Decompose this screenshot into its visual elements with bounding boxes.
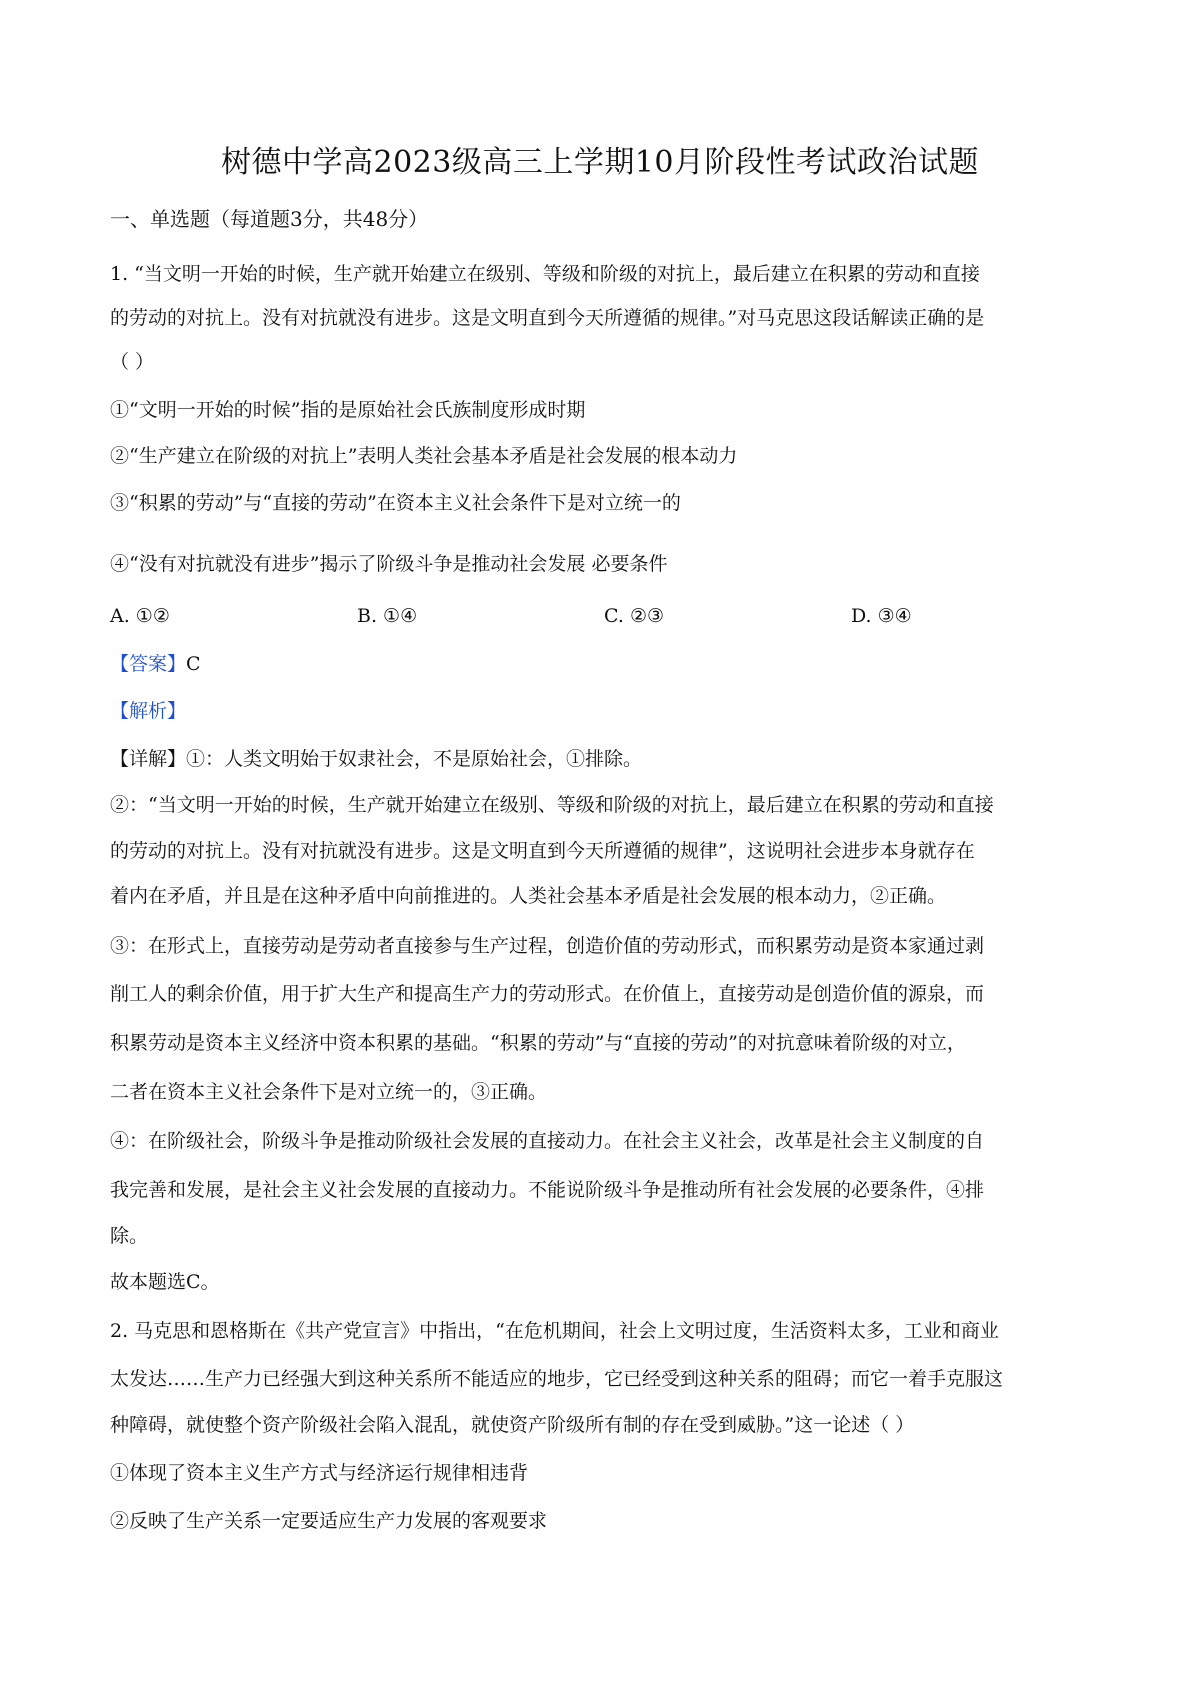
q1-stem-line-1: 1. “当文明一开始的时候，生产就开始建立在级别、等级和阶级的对抗上，最后建立在积累的劳动和直接 [110, 263, 980, 285]
detail-line-9: ④：在阶级社会，阶级斗争是推动阶级社会发展的直接动力。在社会主义社会，改革是社会主义制度的自 [110, 1130, 985, 1152]
answer-label: 【答案】 [110, 653, 187, 675]
q1-option-c: C. ②③ [604, 605, 665, 627]
detail-line-12: 故本题选C。 [110, 1271, 220, 1293]
q1-option-a: A. ①② [110, 605, 170, 627]
q2-statement-2: ②反映了生产关系一定要适应生产力发展的客观要求 [110, 1510, 548, 1532]
q2-stem-line-1: 2. 马克思和恩格斯在《共产党宣言》中指出，“在危机期间，社会上文明过度，生活资料太多，工业和商业 [110, 1320, 999, 1342]
detail-label: 【详解】 [110, 748, 187, 770]
q1-stem-line-3: （ ） [110, 351, 155, 373]
detail-line-3: 的劳动的对抗上。没有对抗就没有进步。这是文明直到今天所遵循的规律”，这说明社会进步本身就存在 [110, 840, 975, 862]
q1-statement-3: ③“积累的劳动”与“直接的劳动”在资本主义社会条件下是对立统一的 [110, 492, 681, 514]
q1-option-d: D. ③④ [851, 605, 912, 627]
detail-line-8: 二者在资本主义社会条件下是对立统一的，③正确。 [110, 1081, 548, 1103]
q2-stem-line-2: 太发达……生产力已经强大到这种关系所不能适应的地步，它已经受到这种关系的阻碍；而它一着手克服这 [110, 1368, 1004, 1390]
q2-statement-1: ①体现了资本主义生产方式与经济运行规律相违背 [110, 1462, 529, 1484]
q1-statement-2: ②“生产建立在阶级的对抗上”表明人类社会基本矛盾是社会发展的根本动力 [110, 445, 738, 467]
detail-line-2: ②：“当文明一开始的时候，生产就开始建立在级别、等级和阶级的对抗上，最后建立在积累的劳动和直接 [110, 794, 994, 816]
section-heading: 一、单选题（每道题3分，共48分） [110, 207, 429, 231]
answer-value: C [186, 653, 201, 675]
detail-line-7: 积累劳动是资本主义经济中资本积累的基础。“积累的劳动”与“直接的劳动”的对抗意味着阶级的对立， [110, 1032, 966, 1054]
q2-stem-line-3: 种障碍，就使整个资产阶级社会陷入混乱，就使资产阶级所有制的存在受到威胁。”这一论述（ ） [110, 1414, 915, 1436]
detail-line-5: ③：在形式上，直接劳动是劳动者直接参与生产过程，创造价值的劳动形式，而积累劳动是资本家通过剥 [110, 935, 985, 957]
q1-option-b: B. ①④ [357, 605, 418, 627]
q1-stem-line-2: 的劳动的对抗上。没有对抗就没有进步。这是文明直到今天所遵循的规律。”对马克思这段话解读正确的是 [110, 307, 985, 329]
q1-statement-1: ①“文明一开始的时候”指的是原始社会氏族制度形成时期 [110, 399, 586, 421]
detail-text: ①：人类文明始于奴隶社会，不是原始社会，①排除。 [186, 748, 643, 770]
q1-answer [110, 650, 1100, 678]
q1-statement-4: ④“没有对抗就没有进步”揭示了阶级斗争是推动社会发展 必要条件 [110, 553, 668, 575]
analysis-label: 【解析】 [110, 700, 187, 722]
detail-line-10: 我完善和发展，是社会主义社会发展的直接动力。不能说阶级斗争是推动所有社会发展的必要条件，④排 [110, 1179, 985, 1201]
detail-line-6: 削工人的剩余价值，用于扩大生产和提高生产力的劳动形式。在价值上，直接劳动是创造价值的源泉，而 [110, 983, 985, 1005]
detail-line-4: 着内在矛盾，并且是在这种矛盾中向前推进的。人类社会基本矛盾是社会发展的根本动力，②正确。 [110, 885, 947, 907]
detail-line-11: 除。 [110, 1225, 149, 1247]
detail-line-1 [110, 745, 1100, 773]
page-title: 树德中学高2023级高三上学期10月阶段性考试政治试题 [220, 145, 980, 180]
